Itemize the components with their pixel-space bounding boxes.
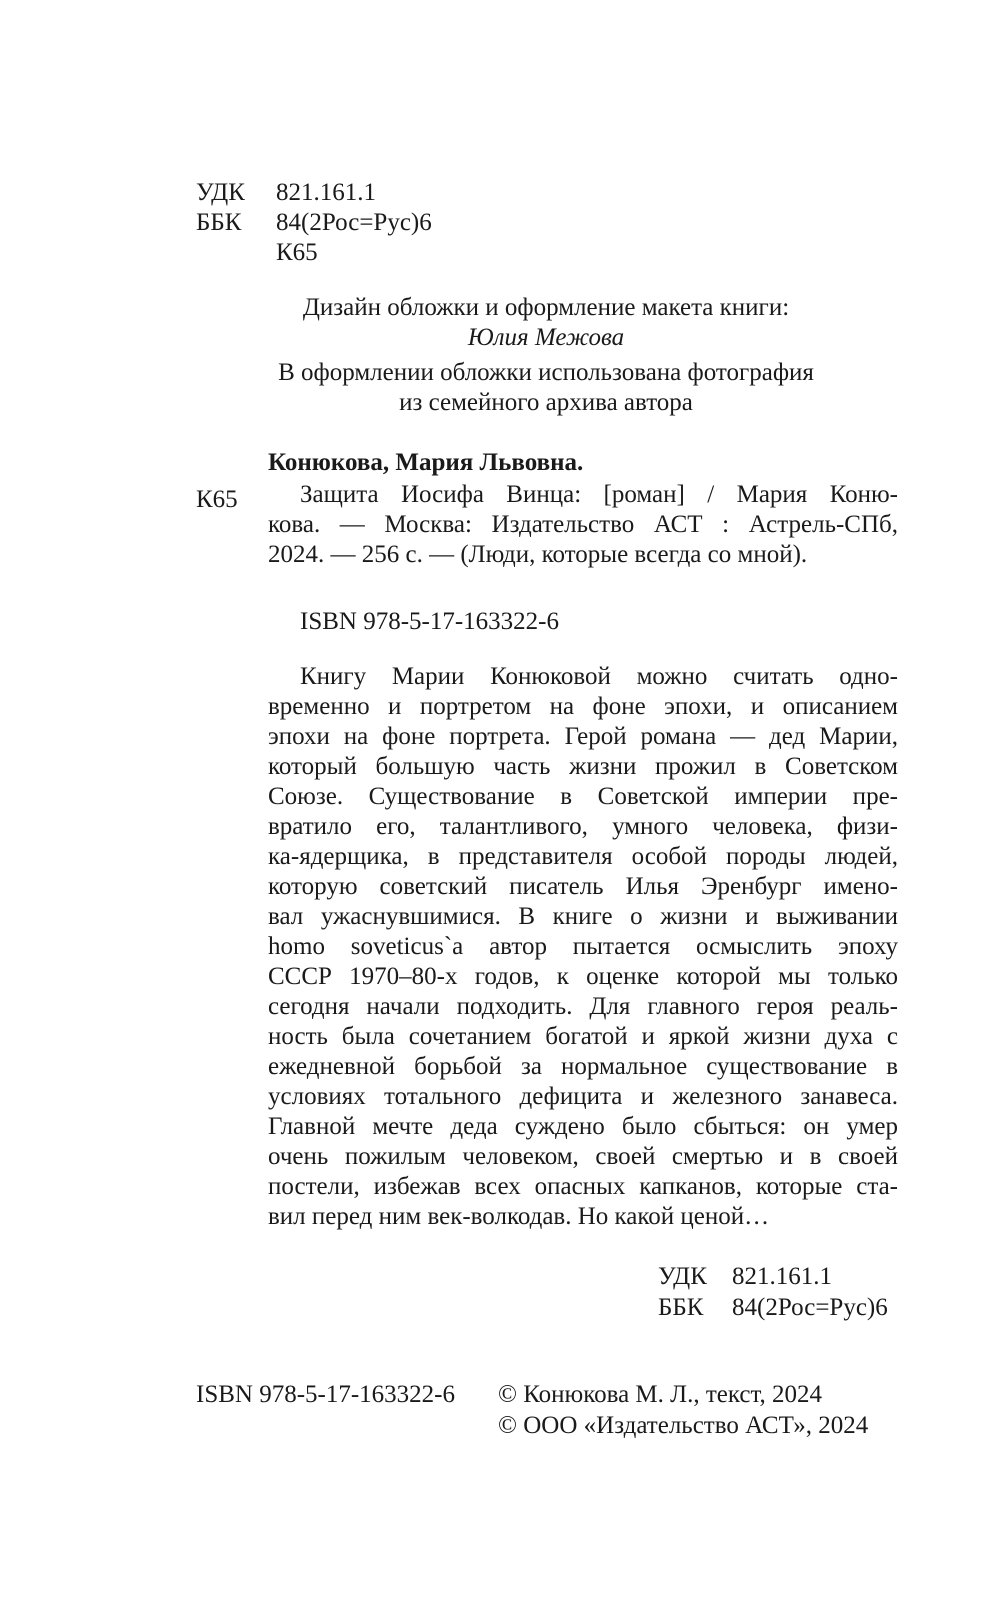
footer-isbn: ISBN 978-5-17-163322-6 <box>196 1381 456 1408</box>
udk-value: 821.161.1 <box>276 179 376 206</box>
annotation-line: постели, избежав всех опасных капканов, которые ста- <box>268 1173 898 1200</box>
annotation <box>268 662 898 1232</box>
annotation-line: который большую часть жизни прожил в Советском <box>268 753 898 780</box>
design-credit-line: Дизайн обложки и оформление макета книги: <box>302 294 790 321</box>
author-mark-side: К65 <box>196 486 238 513</box>
udk-bottom-row <box>658 1262 832 1292</box>
photo-credit-line1: В оформлении обложки использована фотография <box>278 359 814 386</box>
udk-label: УДК <box>658 1263 707 1290</box>
annotation-line: вал ужаснувшимися. В книге о жизни и выживании <box>268 903 898 930</box>
udk-label: УДК <box>196 179 245 206</box>
annotation-line: Главной мечте деда суждено было сбыться: он умер <box>268 1113 898 1140</box>
bbk-value: 84(2Рос=Рус)6 <box>732 1294 888 1321</box>
author-mark-top: К65 <box>276 239 318 266</box>
designer-name: Юлия Межова <box>467 324 625 351</box>
annotation-line: очень пожилым человеком, своей смертью и в своей <box>268 1143 898 1170</box>
annotation-line: СССР 1970–80-х годов, к оценке которой мы только <box>268 963 898 990</box>
book-author-heading: Конюкова, Мария Львовна. <box>268 449 584 476</box>
udk-value: 821.161.1 <box>732 1263 832 1290</box>
bbk-value: 84(2Рос=Рус)6 <box>276 209 432 236</box>
isbn-record: ISBN 978-5-17-163322-6 <box>300 608 560 635</box>
annotation-line: условиях тотального дефицита и железного занавеса. <box>268 1083 898 1110</box>
annotation-line: ность была сочетанием богатой и яркой жизни духа с <box>268 1023 898 1050</box>
annotation-line: ежедневной борьбой за нормальное существование в <box>268 1053 898 1080</box>
bbk-bottom-row <box>658 1293 888 1323</box>
annotation-line: временно и портретом на фоне эпохи, и описанием <box>268 693 898 720</box>
photo-credit-line2: из семейного архива автора <box>399 389 693 416</box>
copyright-author: © Конюкова М. Л., текст, 2024 <box>498 1381 823 1408</box>
copyright-publisher: © ООО «Издательство АСТ», 2024 <box>498 1412 869 1439</box>
bibliographic-description <box>268 480 898 570</box>
annotation-line: которую советский писатель Илья Эренбург имено- <box>268 873 898 900</box>
annotation-line: ка-ядерщика, в представителя особой породы людей, <box>268 843 898 870</box>
bbk-label: ББК <box>196 209 242 236</box>
biblio-line-2: кова. — Москва: Издательство АСТ : Астрель-СПб, <box>268 511 898 538</box>
annotation-line: homo soveticus`a автор пытается осмыслить эпоху <box>268 933 898 960</box>
annotation-line: сегодня начали подходить. Для главного героя реаль- <box>268 993 898 1020</box>
annotation-line: вратило его, талантливого, умного человека, физи- <box>268 813 898 840</box>
bbk-label: ББК <box>658 1294 704 1321</box>
annotation-line: вил перед ним век-волкодав. Но какой ценой… <box>268 1203 770 1230</box>
udk-top-row <box>196 178 376 208</box>
annotation-line: Книгу Марии Конюковой можно считать одно- <box>300 663 898 690</box>
annotation-line: Союзе. Существование в Советской империи пре- <box>268 783 898 810</box>
annotation-line: эпохи на фоне портрета. Герой романа — дед Марии, <box>268 723 898 750</box>
biblio-line-3: 2024. — 256 с. — (Люди, которые всегда со мной). <box>268 541 808 568</box>
bbk-top-row <box>196 208 432 238</box>
biblio-line-1: Защита Иосифа Винца: [роман] / Мария Коню- <box>300 481 898 508</box>
